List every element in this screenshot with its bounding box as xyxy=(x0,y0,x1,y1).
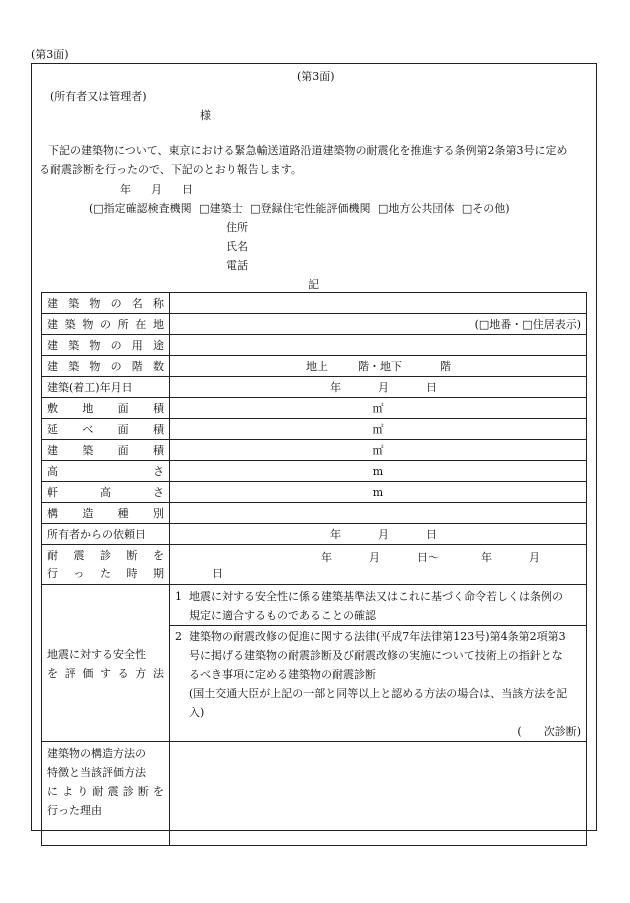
method-label-2: を 評 価 す る 方 法 xyxy=(47,667,164,680)
method-1-line-1: 地震に対する安全性に係る建築基準法又はこれに基づく命令若しくは条例の xyxy=(189,589,563,603)
floors-above: 地上 xyxy=(306,360,328,373)
method-label-1: 地震に対する安全性 xyxy=(47,648,146,661)
method-1-number: 1 xyxy=(175,589,182,603)
intro-line-2: る耐震診断を行ったので、下記のとおり報告します。 xyxy=(39,163,302,176)
reason-label-4: 行った理由 xyxy=(47,804,102,817)
method-2-line-5: 入) xyxy=(189,706,205,719)
structure-label: 構 造 種 別 xyxy=(47,507,164,520)
method-2-number: 2 xyxy=(175,630,182,643)
reason-label-3: に よ り 耐 震 診 断 を xyxy=(47,785,164,798)
name-label: 氏名 xyxy=(226,240,248,253)
location-note: (□地番・□住居表示) xyxy=(474,318,581,331)
site-area-unit: ㎡ xyxy=(372,402,384,415)
floors-value xyxy=(170,356,587,377)
floors-end: 階 xyxy=(440,360,451,373)
address-label: 住所 xyxy=(226,221,248,234)
addressee: (所有者又は管理者) xyxy=(50,90,147,103)
method-2-paren: ( 次診断) xyxy=(517,725,581,738)
row-construction-date xyxy=(42,377,587,398)
building-info-table xyxy=(41,292,587,846)
height-unit: m xyxy=(372,464,384,478)
method-2-line-3: るべき事項に定める建築物の耐震診断 xyxy=(189,668,376,681)
method-2-line-1: 建築物の耐震改修の促進に関する法律(平成7年法律第123号)第4条第2項第3 xyxy=(189,630,566,643)
building-name-value xyxy=(170,293,587,314)
floor-area-label: 延 べ 面 積 xyxy=(47,423,164,436)
row-building-area xyxy=(42,440,587,461)
building-area-label: 建 築 面 積 xyxy=(47,444,164,457)
row-reason xyxy=(42,742,587,846)
location-label: 建 築 物 の 所 在 地 xyxy=(47,318,164,331)
row-building-name xyxy=(42,293,587,314)
row-site-area xyxy=(42,398,587,419)
row-height xyxy=(42,461,587,482)
floors-label: 建 築 物 の 階 数 xyxy=(47,360,164,373)
structure-value xyxy=(170,503,587,524)
ki-mark: 記 xyxy=(308,278,319,291)
method-2-line-2: 号に掲げる建築物の耐震診断及び耐震改修の実施について技術上の指針とな xyxy=(189,649,563,662)
honorific: 様 xyxy=(200,109,211,122)
phone-label: 電話 xyxy=(226,259,248,272)
building-name-label: 建 築 物 の 名 称 xyxy=(47,297,164,310)
row-request-date xyxy=(42,524,587,545)
eaves-height-label: 軒 高 さ xyxy=(47,486,164,499)
eaves-height-unit: m xyxy=(372,485,384,499)
report-date-month: 月 xyxy=(151,183,162,196)
request-date-value: 年 月 日 xyxy=(170,524,587,545)
floors-mid: 階・地下 xyxy=(358,360,402,373)
intro-line-1: 下記の建築物について、東京における緊急輸送道路沿道建築物の耐震化を推進する条例第2条第3号に定め xyxy=(48,144,568,157)
reason-label-1: 建築物の構造方法の xyxy=(47,747,146,760)
row-diagnosis-period xyxy=(42,545,587,585)
request-date-label: 所有者からの依頼日 xyxy=(47,528,146,541)
report-date-year: 年 xyxy=(120,183,131,196)
site-area-label: 敷 地 面 積 xyxy=(47,402,164,415)
building-area-unit: ㎡ xyxy=(372,444,384,457)
use-label: 建 築 物 の 用 途 xyxy=(47,339,164,352)
report-date-day: 日 xyxy=(182,183,193,196)
method-2-line-4: (国土交通大臣が上記の一部と同等以上と認める方法の場合は、当該方法を記 xyxy=(189,687,568,700)
diagnosis-period-value: 年 月 日～ 年 月日 xyxy=(170,545,587,585)
row-floors xyxy=(42,356,587,377)
floor-area-unit: ㎡ xyxy=(372,423,384,436)
reason-value xyxy=(170,742,587,846)
use-value xyxy=(170,335,587,356)
method-1-line-2: 規定に適合するものであることの確認 xyxy=(189,608,376,622)
diagnosis-period-label-1: 耐 震 診 断 を xyxy=(47,548,164,562)
diagnosis-period-label-2: 行 っ た 時 期 xyxy=(47,566,164,580)
construction-date-value: 年 月 日 xyxy=(170,377,587,398)
height-label: 高 さ xyxy=(47,465,164,478)
row-use xyxy=(42,335,587,356)
row-floor-area xyxy=(42,419,587,440)
reason-label-2: 特徴と当該評価方法 xyxy=(47,766,146,779)
reporter-types: (□指定確認検査機関 □建築士 □登録住宅性能評価機関 □地方公共団体 □その他) xyxy=(89,202,510,215)
row-method-1 xyxy=(42,585,587,626)
row-eaves-height xyxy=(42,482,587,503)
row-structure xyxy=(42,503,587,524)
construction-date-label: 建築(着工)年月日 xyxy=(47,381,133,394)
page-label: (第3面) xyxy=(31,48,69,61)
header-label: (第3面) xyxy=(297,70,335,83)
row-location xyxy=(42,314,587,335)
